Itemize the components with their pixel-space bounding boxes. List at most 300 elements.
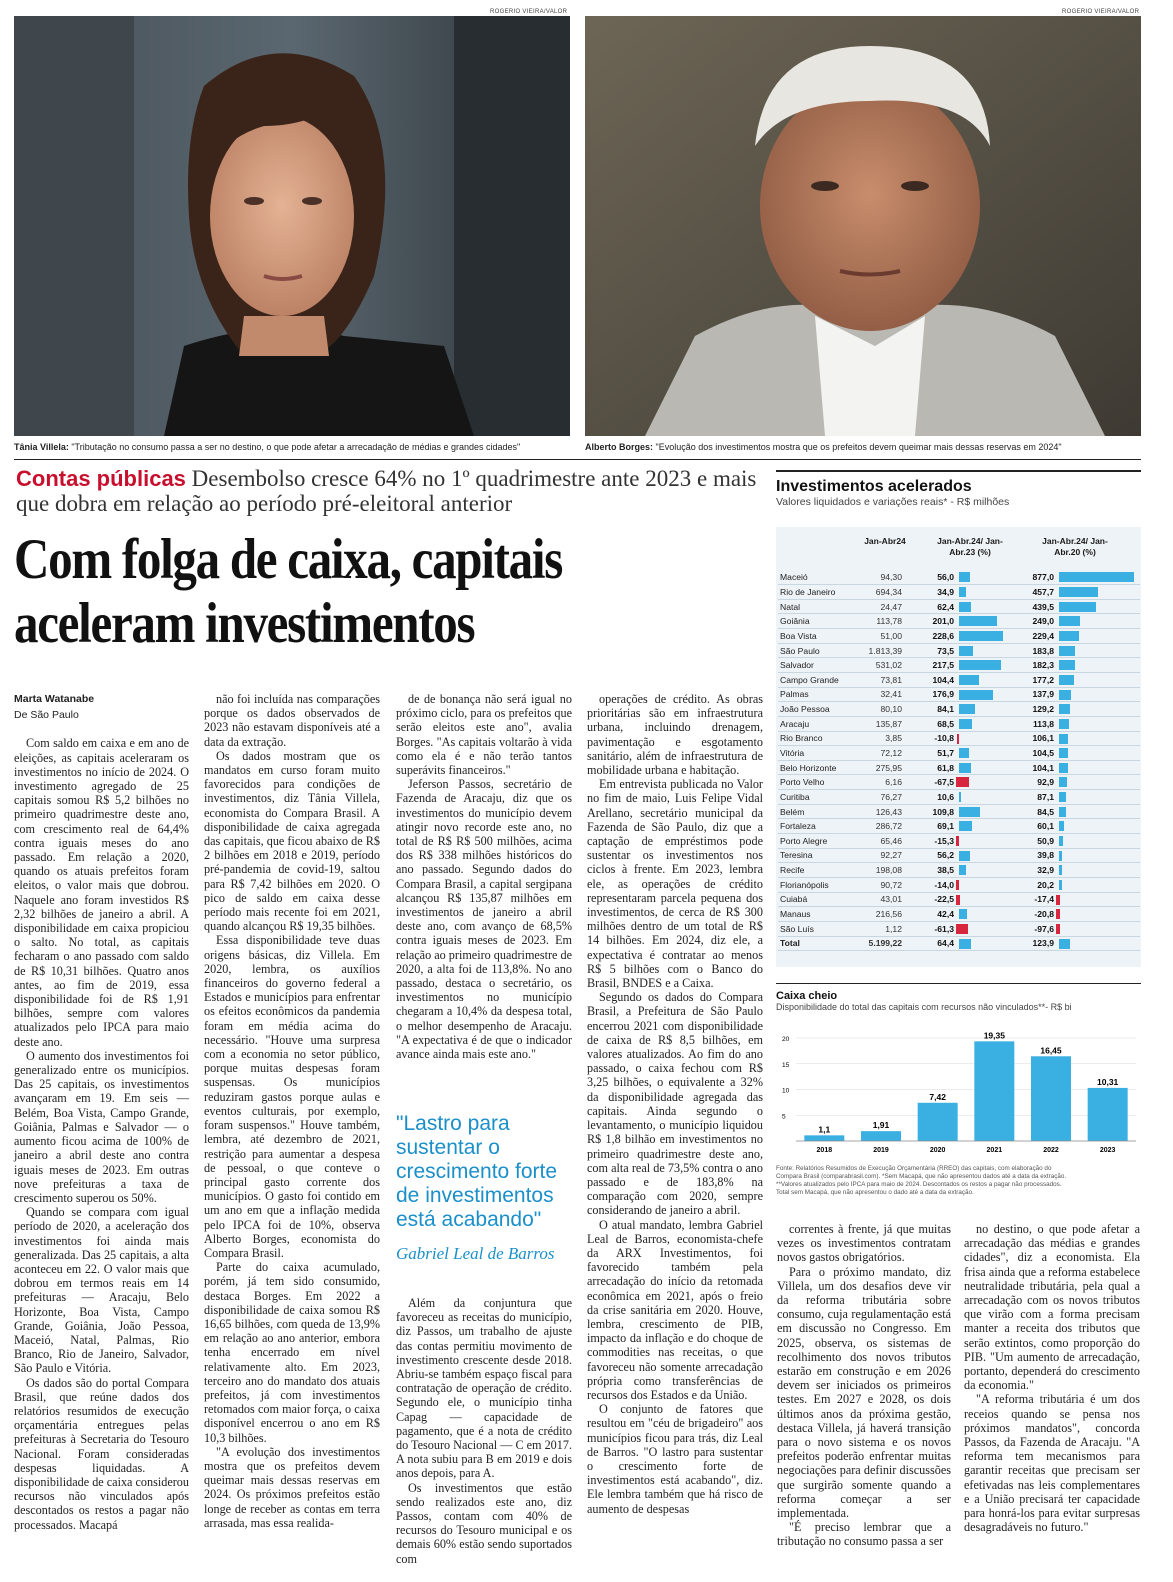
paragraph: Os dados são do portal Compara Brasil, que reúne dados dos relatórios resumidos de execução orçamentária entregues pelas prefeituras à Secretaria do Tesouro Nacional. Foram consideradas despesas liquidadas. A disponibilidade de caixa considerou recursos não vinculados após descontados os restos a pagar não processados. Macapá — [14, 1375, 189, 1532]
table-row — [778, 936, 1140, 951]
table-cell — [1056, 790, 1140, 805]
table-cell: -97,6 — [1004, 921, 1056, 936]
bar-var-2020 — [1059, 646, 1075, 656]
table-wrap — [778, 570, 1140, 951]
table-cell — [956, 936, 1004, 951]
table-cell: João Pessoa — [778, 702, 852, 717]
bar-var-2023 — [956, 924, 968, 934]
bar-var-2020 — [1059, 719, 1069, 729]
table-row — [778, 760, 1140, 775]
table-cell — [1056, 775, 1140, 790]
paragraph: operações de crédito. As obras prioritárias são em infraestrutura urbana, incluindo drenagem, pavimentação e esgotamento sanitário, além de infraestrutura de mobilidade urbana e habitação. — [587, 692, 763, 778]
bar-var-2023 — [959, 939, 971, 949]
column-5-text — [777, 1222, 951, 1549]
article-column-5 — [777, 1222, 951, 1549]
paragraph: no destino, o que pode afetar a arrecadação das médias e grandes cidades", diz a economista. Ela frisa ainda que a reforma estabelece neutralidade tributária, pela qual a arrecadação com os novos tributos que virão com a forma precisam manter a receita dos tributos que serão extintos, como proporção do PIB. "Um aumento de arrecadação, portanto, dependerá do crescimento da economia." — [964, 1222, 1140, 1393]
caption-name: Tânia Villela: — [14, 442, 69, 452]
column-1-text — [14, 736, 189, 1531]
table-cell: -20,8 — [1004, 907, 1056, 922]
photo-credit-right: ROGERIO VIEIRA/VALOR — [1062, 9, 1140, 15]
bar-var-2020 — [1056, 895, 1060, 905]
table-cell: 109,8 — [904, 804, 956, 819]
table-cell — [1056, 863, 1140, 878]
table-cell — [1056, 892, 1140, 907]
bar-var-2023 — [959, 675, 979, 685]
table-cell — [956, 746, 1004, 761]
table-cell: 76,27 — [852, 790, 904, 805]
bar-var-2020 — [1059, 865, 1062, 875]
table-cell: 531,02 — [852, 658, 904, 673]
table-cell: 135,87 — [852, 716, 904, 731]
paragraph: Quando se compara com igual período de 2020, a aceleração dos investimentos foi ainda mais generalizada. Das 25 capitais, a alta aconteceu em 22. O valor mais que dobrou em termos reais em 14 prefeituras — Aracaju, Belo Horizonte, Boa Vista, Campo Grande, Goiânia, João Pessoa, Maceió, Natal, Palmas, Rio Branco, Rio de Janeiro, Salvador, São Paulo e Vitória. — [14, 1205, 189, 1376]
table-row — [778, 702, 1140, 717]
table-cell: 104,1 — [1004, 760, 1056, 775]
bar-var-2020 — [1059, 690, 1071, 700]
table-cell: -67,5 — [904, 775, 956, 790]
table-cell: 217,5 — [904, 658, 956, 673]
bar-chart-svg — [776, 1026, 1141, 1161]
table-cell — [956, 804, 1004, 819]
bar-var-2023 — [956, 836, 959, 846]
table-cell — [956, 760, 1004, 775]
article-column-3-top — [396, 692, 572, 1061]
table-cell — [1056, 936, 1140, 951]
bar-chart — [776, 990, 1141, 1012]
table-cell — [956, 585, 1004, 600]
bar-var-2020 — [1059, 734, 1068, 744]
kicker — [16, 466, 766, 516]
table-cell: 216,56 — [852, 907, 904, 922]
table-cell: 183,8 — [1004, 643, 1056, 658]
pull-quote-author: Gabriel Leal de Barros — [396, 1244, 555, 1263]
table-cell: Natal — [778, 599, 852, 614]
table-title: Investimentos acelerados — [776, 478, 972, 495]
table-cell — [956, 907, 1004, 922]
y-tick-label: 5 — [782, 1113, 786, 1121]
bar-2021 — [974, 1041, 1014, 1141]
table-cell — [956, 716, 1004, 731]
portrait-man-illustration — [585, 16, 1141, 436]
table-cell — [956, 629, 1004, 644]
bar-var-2020 — [1059, 631, 1079, 641]
pull-quote: "Lastro para sustentar o crescimento forte de investimentos está acabando" — [396, 1112, 558, 1231]
table-cell: 249,0 — [1004, 614, 1056, 629]
bar-var-2023 — [959, 631, 1003, 641]
table-cell — [1056, 848, 1140, 863]
table-cell: Salvador — [778, 658, 852, 673]
byline-location: De São Paulo — [14, 709, 79, 722]
bar-var-2023 — [959, 807, 980, 817]
table-row — [778, 599, 1140, 614]
bar-chart-title: Caixa cheio — [776, 990, 838, 1002]
article-column-2 — [204, 692, 380, 1530]
x-tick-label: 2022 — [1043, 1147, 1059, 1154]
table-cell: 5.199,22 — [852, 936, 904, 951]
column-4-text — [587, 692, 763, 1516]
table-cell: 137,9 — [1004, 687, 1056, 702]
bar-var-2020 — [1059, 821, 1064, 831]
table-cell: 73,81 — [852, 672, 904, 687]
table-cell — [1056, 804, 1140, 819]
bar-var-2020 — [1059, 851, 1062, 861]
bar-var-2023 — [959, 572, 970, 582]
column-3b-text — [396, 1296, 572, 1566]
bar-var-2020 — [1059, 602, 1096, 612]
table-cell: 60,1 — [1004, 819, 1056, 834]
table-cell: -17,4 — [1004, 892, 1056, 907]
table-cell: Belo Horizonte — [778, 760, 852, 775]
photo-caption-left — [14, 442, 520, 452]
table-cell — [1056, 629, 1140, 644]
bar-var-2023 — [959, 646, 973, 656]
table-cell — [956, 863, 1004, 878]
bar-value-label: 1,1 — [818, 1124, 831, 1135]
table-cell: Rio de Janeiro — [778, 585, 852, 600]
bar-var-2023 — [959, 909, 967, 919]
table-cell: Boa Vista — [778, 629, 852, 644]
bar-var-2023 — [959, 748, 969, 758]
table-cell: Belém — [778, 804, 852, 819]
paragraph: Com saldo em caixa e em ano de eleições, as capitais aceleraram os investimentos no início de 2024. O investimento agregado de 25 capitais somou R$ 5,2 bilhões no primeiro quadrimestre deste ano, com crescimento real de 64,4% contra iguais meses do ano passado. Em relação a 2020, quando os atuais prefeitos foram eleitos, o valor mais que dobrou. Naquele ano foram investidos R$ 2,32 bilhões de janeiro a abril. A disponibilidade em caixa propiciou o salto. No total, as capitais fecharam o ano passado com saldo de R$ 10,31 bilhões. Quatro anos antes, ao fim de 2019, essa disponibilidade foi de R$ 1,91 bilhões, sempre com valores atualizados pelo IPCA para maio deste ano. — [14, 736, 189, 1049]
table-cell: 113,8 — [1004, 716, 1056, 731]
table-cell — [1056, 716, 1140, 731]
table-cell — [956, 892, 1004, 907]
table-cell: 84,5 — [1004, 804, 1056, 819]
table-cell: 229,4 — [1004, 629, 1056, 644]
portrait-woman-illustration — [14, 16, 570, 436]
caption-text: "Evolução dos investimentos mostra que os prefeitos devem queimar mais dessas reservas em 2024" — [653, 442, 1062, 452]
table-cell: 275,95 — [852, 760, 904, 775]
bar-var-2023 — [956, 880, 959, 890]
bar-var-2020 — [1059, 660, 1075, 670]
y-tick-label: 15 — [782, 1061, 790, 1069]
table-cell: 42,4 — [904, 907, 956, 922]
article-column-3-bottom — [396, 1296, 572, 1566]
table-cell: 94,30 — [852, 570, 904, 585]
paragraph: Essa disponibilidade teve duas origens básicas, diz Villela. Em 2020, lembra, os auxílios financeiros do governo federal a Estados e municípios para enfrentar os efeitos econômicos da pandemia foram em média acima do necessário. "Houve uma surpresa com a economia no setor público, porque muitas despesas foram suspensas. Os municípios reduziram gastos porque aulas e eventos culturais, por exemplo, foram suspensos." Houve também, lembra, até dezembro de 2021, restrição para aumentar a despesa de pessoal, o que conteve o principal gasto corrente dos municípios. O gasto foi contido em um ano em que a inflação medida pelo IPCA foi de 10%, observa Alberto Borges, economista do Compara Brasil. — [204, 933, 380, 1260]
table-cell — [956, 672, 1004, 687]
paragraph: de de bonança não será igual no próximo ciclo, para os prefeitos que serão eleitos este ano", avalia Borges. "As capitais voltarão à vida como ela é e não terão tantos superávits financeiros." — [396, 692, 572, 778]
table-cell: 198,08 — [852, 863, 904, 878]
paragraph: correntes à frente, já que muitas vezes os investimentos contratam novos gastos obrigatórios. — [777, 1222, 951, 1265]
bar-var-2023 — [959, 792, 961, 802]
bar-2020 — [918, 1103, 958, 1141]
paragraph: Parte do caixa acumulado, porém, já tem sido consumido, destaca Borges. Em 2022 a disponibilidade de caixa somou R$ 16,65 bilhões, com queda de 13,9% em relação ao ano anterior, embora tenha encerrado em nível relativamente alto. Em 2023, terceiro ano do mandato dos atuais prefeitos, já com investimentos retomados com maior força, o caixa disponível encerrou o ano em R$ 10,3 bilhões. — [204, 1260, 380, 1445]
bar-2019 — [861, 1131, 901, 1141]
table-cell — [1056, 614, 1140, 629]
bar-var-2020 — [1059, 763, 1068, 773]
section-tag: Contas públicas — [16, 466, 186, 491]
table-cell: Rio Branco — [778, 731, 852, 746]
table-cell: 6,16 — [852, 775, 904, 790]
table-cell: 43,01 — [852, 892, 904, 907]
table-body — [778, 570, 1140, 951]
bar-var-2020 — [1059, 704, 1070, 714]
photo-alberto-borges — [585, 16, 1141, 436]
investment-table — [778, 570, 1140, 951]
table-cell: 87,1 — [1004, 790, 1056, 805]
bar-value-label: 1,91 — [872, 1120, 890, 1131]
table-cell: 84,1 — [904, 702, 956, 717]
table-cell: 1,12 — [852, 921, 904, 936]
table-cell: 10,6 — [904, 790, 956, 805]
table-cell: -14,0 — [904, 877, 956, 892]
col-header-1: Jan-Abr24 — [864, 536, 906, 546]
table-row — [778, 658, 1140, 673]
col-header-2: Jan-Abr.24/ Jan-Abr.23 (%) — [937, 536, 1003, 557]
table-cell: -10,8 — [904, 731, 956, 746]
bar-var-2023 — [959, 865, 966, 875]
column-2-text — [204, 692, 380, 1530]
paragraph: Jeferson Passos, secretário de Fazenda de Aracaju, diz que os investimentos do município devem atingir novo recorde este ano, no total de R$ R$ 500 milhões, acima dos R$ 338 milhões históricos do ano passado. Segundo dados do Compara Brasil, a capital sergipana alcançou R$ 135,87 milhões em investimentos de janeiro a abril deste ano, com avanço de 68,5% contra iguais meses de 2023. Em relação ao primeiro quadrimestre de 2020, a alta foi de 113,8%. No ano passado, destaca o secretário, os investimentos no município chegaram a 10,4% da despesa total, o melhor desempenho de Aracaju. "A expectativa é de que o indicador avance ainda mais este ano." — [396, 777, 572, 1062]
bar-var-2020 — [1059, 587, 1098, 597]
bar-var-2023 — [959, 602, 971, 612]
table-cell — [1056, 731, 1140, 746]
photo-tania-villela — [14, 16, 570, 436]
table-cell: 228,6 — [904, 629, 956, 644]
table-cell: -61,3 — [904, 921, 956, 936]
caption-name: Alberto Borges: — [585, 442, 654, 452]
chart-source-note: Fonte: Relatórios Resumidos de Execução Orçamentária (RREO) das capitais, com elaboração do Compara Brasil (comparabrasil.com). *Sem Macapá, que não apresentou dados até a data da extração. **Valores atualizados pelo IPCA para maio de 2024. Descontados os restos a pagar não processados. Total sem Macapá, que não apresentou o dado até a data da extração. — [776, 1165, 1067, 1196]
bar-var-2020 — [1059, 572, 1134, 582]
bar-var-2020 — [1059, 777, 1067, 787]
bar-2018 — [804, 1135, 844, 1141]
x-tick-label: 2020 — [929, 1147, 946, 1154]
paragraph: "A reforma tributária é um dos receios quando se pensa nos próximos mandatos", concorda Passos, da Fazenda de Aracaju. "A reforma tem mecanismos para garantir receitas que precisam ser efetivadas nas leis complementares e a União precisará ter capacidade para honrá-los para evitar surpresas desagradáveis no futuro." — [964, 1392, 1140, 1535]
table-cell: São Paulo — [778, 643, 852, 658]
bar-var-2023 — [959, 763, 971, 773]
table-cell — [956, 790, 1004, 805]
table-cell — [1056, 687, 1140, 702]
table-cell: 51,7 — [904, 746, 956, 761]
paragraph: O aumento dos investimentos foi generalizado entre os municípios. Das 25 capitais, os investimentos avançaram em 19. Em seis — Belém, Boa Vista, Campo Grande, Goiânia, Palmas e Salvador — o aumento ficou acima de 100% de janeiro a abril deste ano contra iguais meses de 2023. Em outras nove prefeituras a taxa de crescimento superou os 50%. — [14, 1048, 189, 1205]
table-cell — [956, 702, 1004, 717]
table-cell: 50,9 — [1004, 834, 1056, 849]
table-cell: 177,2 — [1004, 672, 1056, 687]
table-cell: Teresina — [778, 848, 852, 863]
table-cell — [956, 731, 1004, 746]
table-cell: 69,1 — [904, 819, 956, 834]
table-cell: 176,9 — [904, 687, 956, 702]
table-cell: Campo Grande — [778, 672, 852, 687]
table-cell: 439,5 — [1004, 599, 1056, 614]
photo-credit-left: ROGERIO VIEIRA/VALOR — [490, 9, 568, 15]
table-cell: 39,8 — [1004, 848, 1056, 863]
column-6-text — [964, 1222, 1140, 1534]
chart-top-rule — [776, 470, 1141, 472]
table-cell: 3,85 — [852, 731, 904, 746]
table-cell — [1056, 877, 1140, 892]
table-cell: Total — [778, 936, 852, 951]
table-cell — [1056, 658, 1140, 673]
bar-var-2023 — [959, 660, 1001, 670]
bar-var-2020 — [1059, 807, 1066, 817]
table-cell: 62,4 — [904, 599, 956, 614]
table-cell: 68,5 — [904, 716, 956, 731]
table-cell — [1056, 672, 1140, 687]
table-cell: Palmas — [778, 687, 852, 702]
table-row — [778, 687, 1140, 702]
table-cell: 65,46 — [852, 834, 904, 849]
table-row — [778, 863, 1140, 878]
table-row — [778, 804, 1140, 819]
col-header-3: Jan-Abr.24/ Jan-Abr.20 (%) — [1042, 536, 1108, 557]
table-subtitle: Valores liquidados e variações reais* - R$ milhões — [776, 496, 1010, 508]
table-row — [778, 614, 1140, 629]
table-cell: 51,00 — [852, 629, 904, 644]
table-cell — [956, 643, 1004, 658]
table-cell — [956, 877, 1004, 892]
table-cell: 457,7 — [1004, 585, 1056, 600]
table-cell: Aracaju — [778, 716, 852, 731]
table-cell — [1056, 643, 1140, 658]
table-cell — [1056, 585, 1140, 600]
table-cell: 20,2 — [1004, 877, 1056, 892]
table-row — [778, 907, 1140, 922]
table-cell: 32,41 — [852, 687, 904, 702]
table-row — [778, 716, 1140, 731]
top-divider — [14, 459, 1141, 460]
bar-var-2020 — [1056, 924, 1060, 934]
table-cell: 694,34 — [852, 585, 904, 600]
table-cell: Porto Alegre — [778, 834, 852, 849]
table-row — [778, 672, 1140, 687]
bar-var-2020 — [1059, 836, 1063, 846]
column-3-text — [396, 692, 572, 1061]
paragraph: Além da conjuntura que favoreceu as receitas do município, diz Passos, um trabalho de ajuste das contas permitiu movimento de investimento crescente desde 2018. Abriu-se também espaço fiscal para contratação de operação de crédito. Segundo ele, o município tinha Capag — capacidade de pagamento, que é a nota de crédito do Tesouro Nacional — C em 2017. A nota subiu para B em 2019 e dois anos depois, para A. — [396, 1296, 572, 1481]
table-cell: Goiânia — [778, 614, 852, 629]
x-tick-label: 2021 — [986, 1147, 1003, 1154]
byline-author: Marta Watanabe — [14, 693, 95, 705]
table-cell — [1056, 570, 1140, 585]
table-row — [778, 731, 1140, 746]
table-row — [778, 585, 1140, 600]
table-cell: 106,1 — [1004, 731, 1056, 746]
paragraph: não foi incluída nas comparações porque os dados observados de 2023 não estavam disponíveis até a data da extração. — [204, 692, 380, 749]
x-tick-label: 2019 — [873, 1147, 889, 1154]
table-cell: 182,3 — [1004, 658, 1056, 673]
table-cell: 123,9 — [1004, 936, 1056, 951]
table-row — [778, 629, 1140, 644]
table-cell: 56,2 — [904, 848, 956, 863]
table-cell: 113,78 — [852, 614, 904, 629]
table-cell: 104,4 — [904, 672, 956, 687]
table-row — [778, 570, 1140, 585]
table-cell — [956, 570, 1004, 585]
bar-2023 — [1088, 1088, 1128, 1141]
y-tick-label: 20 — [782, 1036, 790, 1043]
paragraph: O atual mandato, lembra Gabriel Leal de Barros, economista-chefe da ARX Investimentos, foi favorecido também pela arrecadação do início da retomada econômica em 2021, após o freio da crise sanitária em 2020. Houve, lembra, crescimento de PIB, impacto da inflação e do choque de commodities nas receitas, o que favoreceu não somente arrecadação própria como transferências de recursos dos Estados e da União. — [587, 1217, 763, 1402]
table-cell — [956, 599, 1004, 614]
table-cell: Curitiba — [778, 790, 852, 805]
bar-var-2020 — [1059, 939, 1070, 949]
table-cell: 80,10 — [852, 702, 904, 717]
bar-var-2023 — [959, 690, 993, 700]
table-cell — [1056, 819, 1140, 834]
table-cell — [1056, 760, 1140, 775]
table-cell: Fortaleza — [778, 819, 852, 834]
bar-var-2023 — [959, 719, 972, 729]
table-row — [778, 848, 1140, 863]
paragraph: Segundo os dados do Compara Brasil, a Prefeitura de São Paulo encerrou 2021 com disponibilidade de caixa de R$ 8,5 bilhões, em valores atualizados. Ao fim do ano passado, o caixa fechou com R$ 3,25 bilhões, o equivalente a 32% da disponibilidade agregada das capitais. Ainda segundo o levantamento, o município liquidou R$ 1,8 bilhão em investimentos no primeiro quadrimestre deste ano, com alta real de 73,5% contra o ano passado e de 183,8% na comparação com 2020, sempre considerando de janeiro a abril. — [587, 990, 763, 1218]
bar-var-2023 — [956, 895, 960, 905]
table-cell — [1056, 599, 1140, 614]
paragraph: "É preciso lembrar que a tributação no consumo passa a ser — [777, 1520, 951, 1549]
paragraph: O conjunto de fatores que resultou em "céu de brigadeiro" aos municípios ficou para trás, diz Leal de Barros. "O lastro para sustentar o crescimento forte de investimentos está acabando", diz. Ele lembra também que há risco de aumento de despesas — [587, 1402, 763, 1516]
table-cell: 92,27 — [852, 848, 904, 863]
bar-value-label: 10,31 — [1097, 1076, 1119, 1087]
bar-var-2023 — [957, 734, 959, 744]
bar-var-2020 — [1059, 616, 1080, 626]
table-row — [778, 643, 1140, 658]
bar-var-2023 — [956, 777, 969, 787]
table-cell: -15,3 — [904, 834, 956, 849]
bar-chart-rule — [776, 983, 1141, 984]
bar-chart-subtitle: Disponibilidade do total das capitais com recursos não vinculados**- R$ bi — [776, 1002, 1072, 1012]
bar-var-2023 — [959, 616, 997, 626]
table-row — [778, 834, 1140, 849]
table-cell: 64,4 — [904, 936, 956, 951]
table-cell: 72,12 — [852, 746, 904, 761]
table-cell — [956, 921, 1004, 936]
article-column-6 — [964, 1222, 1140, 1534]
table-cell: 126,43 — [852, 804, 904, 819]
table-cell: Manaus — [778, 907, 852, 922]
paragraph: Os dados mostram que os mandatos em curso foram muito favorecidos para condições de investimentos, diz Tânia Villela, economista do Compara Brasil. A disponibilidade de caixa agregada das capitais, que ficou abaixo de R$ 2 bilhões em 2018 e 2019, período pré-pandemia de covid-19, saltou para R$ 7,42 bilhões em 2020. O pico de saldo em caixa desse período mais recente foi em 2021, quando alcançou R$ 19,35 bilhões. — [204, 748, 380, 934]
article-column-1 — [14, 692, 189, 1532]
table-cell — [1056, 746, 1140, 761]
table-cell — [1056, 834, 1140, 849]
bar-2022 — [1031, 1056, 1071, 1141]
table-cell: 104,5 — [1004, 746, 1056, 761]
table-cell — [956, 658, 1004, 673]
bar-value-label: 7,42 — [929, 1091, 946, 1102]
table-cell: Maceió — [778, 570, 852, 585]
table-row — [778, 877, 1140, 892]
table-row — [778, 746, 1140, 761]
table-row — [778, 775, 1140, 790]
table-cell: São Luís — [778, 921, 852, 936]
bar-var-2020 — [1059, 880, 1062, 890]
table-cell: 61,8 — [904, 760, 956, 775]
table-cell: Vitória — [778, 746, 852, 761]
table-cell — [956, 848, 1004, 863]
table-cell: 56,0 — [904, 570, 956, 585]
table-cell — [956, 819, 1004, 834]
table-cell — [1056, 702, 1140, 717]
table-cell: 92,9 — [1004, 775, 1056, 790]
headline: Com folga de caixa, capitais aceleram investimentos — [14, 528, 562, 655]
y-tick-label: 10 — [782, 1087, 790, 1095]
photo-caption-right — [585, 442, 1062, 452]
paragraph: "A evolução dos investimentos mostra que os prefeitos devem queimar mais dessas reservas em 2024. Os próximos prefeitos estão longe de receber as contas em terra arrasada, mas essa realida- — [204, 1444, 380, 1530]
table-cell: 32,9 — [1004, 863, 1056, 878]
table-cell: 38,5 — [904, 863, 956, 878]
article-column-4 — [587, 692, 763, 1516]
table-cell — [1056, 921, 1140, 936]
table-cell: 286,72 — [852, 819, 904, 834]
table-cell — [956, 687, 1004, 702]
table-row — [778, 921, 1140, 936]
table-cell: Florianópolis — [778, 877, 852, 892]
paragraph: Para o próximo mandato, diz Villela, um dos desafios deve vir da reforma tributária sobre consumo, cuja regulamentação está em discussão no Congresso. Em 2025, observa, os sistemas de recolhimento dos novos tributos estarão em construção e em 2026 devem ser iniciados os primeiros testes. Em 2027 e 2028, os dois últimos anos da próxima gestão, destaca Villela, já haverá transição para o novo sistema e os novos prefeitos poderão enfrentar muitas negociações para definir discussões que surgirão somente quando a reforma começar a ser implementada. — [777, 1264, 951, 1521]
table-cell: 24,47 — [852, 599, 904, 614]
table-cell — [956, 614, 1004, 629]
table-chart — [776, 478, 1141, 508]
table-row — [778, 790, 1140, 805]
table-cell — [956, 834, 1004, 849]
bar-var-2020 — [1059, 675, 1074, 685]
